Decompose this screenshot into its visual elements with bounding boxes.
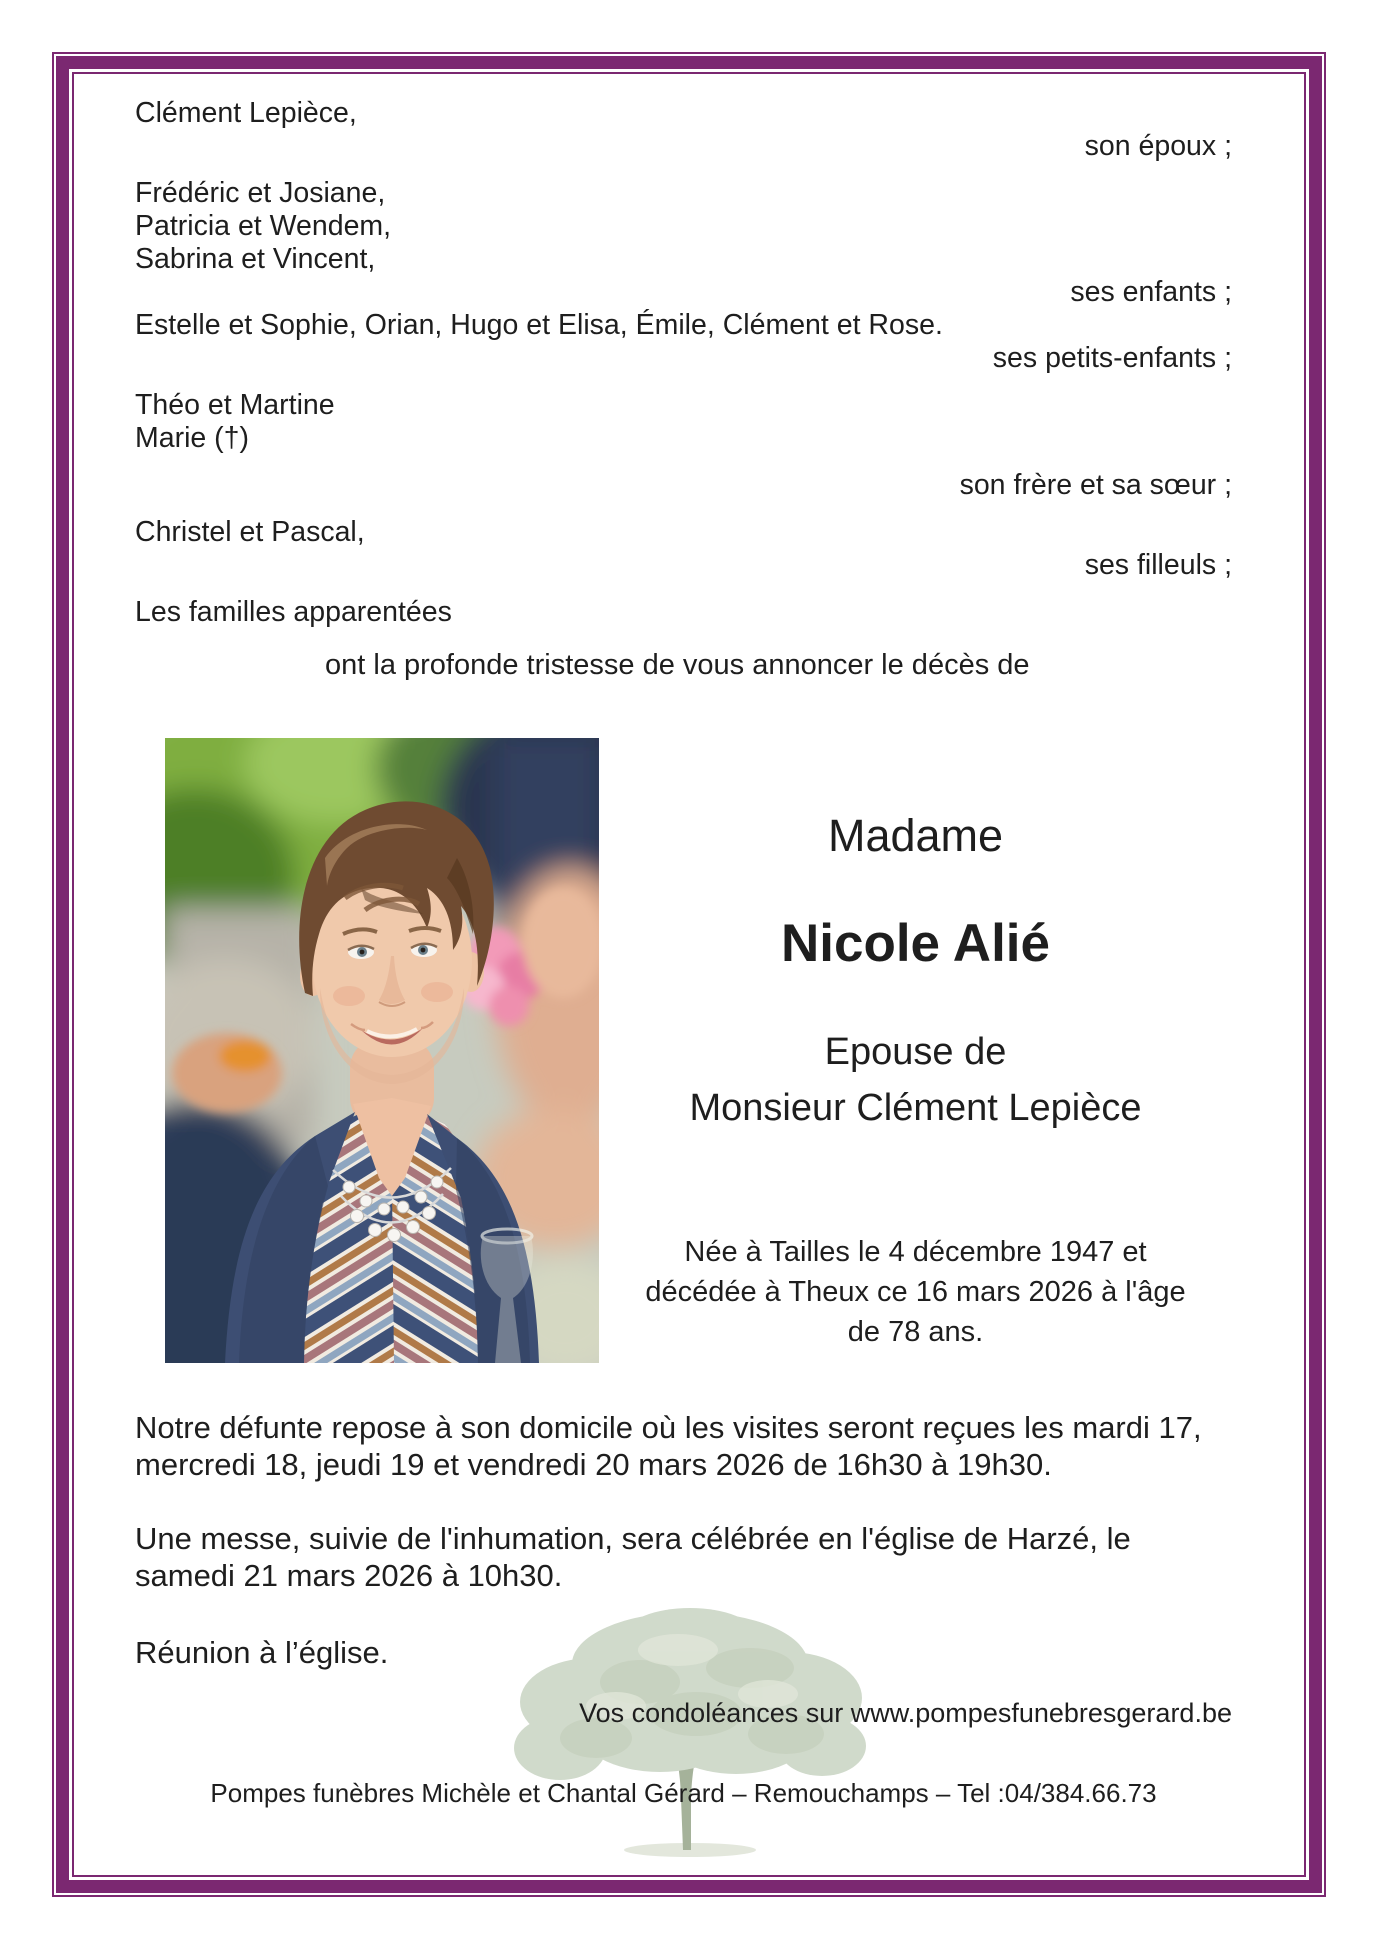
announcement-line: ont la profonde tristesse de vous annoncer le décès de	[325, 649, 1030, 681]
life-line: de 78 ans.	[847, 1316, 984, 1348]
photo-and-titles	[165, 738, 1232, 1363]
family-line: Sabrina et Vincent,	[135, 243, 376, 275]
hand-left	[172, 1033, 282, 1113]
condolences-line: Vos condoléances sur www.pompesfunebresgerard.be	[579, 1698, 1232, 1728]
relation-label: ses enfants ;	[1070, 276, 1232, 308]
family-line: Patricia et Wendem,	[135, 210, 392, 242]
birth-death-info	[599, 1232, 1232, 1352]
mass-paragraph: Une messe, suivie de l'inhumation, sera célébrée en l'église de Harzé, le samedi 21 mars 2026 à 10h30.	[135, 1521, 1131, 1593]
spouse-line: Monsieur Clément Lepièce	[689, 1087, 1142, 1129]
family-line: Théo et Martine	[135, 389, 335, 421]
meeting-line: Réunion à l’église.	[135, 1635, 389, 1670]
family-line: Christel et Pascal,	[135, 516, 365, 548]
deceased-title: Madame	[827, 810, 1004, 861]
portrait-photo	[165, 738, 599, 1363]
funeral-home-line: Pompes funèbres Michèle et Chantal Gérard – Remouchamps – Tel :04/384.66.73	[210, 1778, 1157, 1808]
life-line: décédée à Theux ce 16 mars 2026 à l'âge	[645, 1276, 1186, 1308]
deceased-titles	[599, 738, 1232, 1363]
family-line: Frédéric et Josiane,	[135, 177, 386, 209]
family-list	[135, 97, 1232, 629]
relation-label: son époux ;	[1084, 130, 1232, 162]
spouse-of	[599, 1024, 1232, 1136]
card-content	[74, 74, 1304, 1875]
family-line: Clément Lepièce,	[135, 97, 357, 129]
family-line: Estelle et Sophie, Orian, Hugo et Elisa, Émile, Clément et Rose.	[135, 309, 943, 341]
deceased-name: Nicole Alié	[780, 914, 1050, 973]
relation-label: ses petits-enfants ;	[992, 342, 1232, 374]
relation-label: ses filleuls ;	[1084, 549, 1232, 581]
life-line: Née à Tailles le 4 décembre 1947 et	[684, 1236, 1147, 1268]
visits-paragraph: Notre défunte repose à son domicile où les visites seront reçues les mardi 17, mercredi 18, jeudi 19 et vendredi 20 mars 2026 de 16h30 à 19h30.	[135, 1410, 1202, 1482]
family-line: Les familles apparentées	[135, 596, 452, 628]
family-line: Marie (†)	[135, 422, 250, 454]
spouse-line: Epouse de	[824, 1031, 1007, 1073]
relation-label: son frère et sa sœur ;	[959, 469, 1232, 501]
